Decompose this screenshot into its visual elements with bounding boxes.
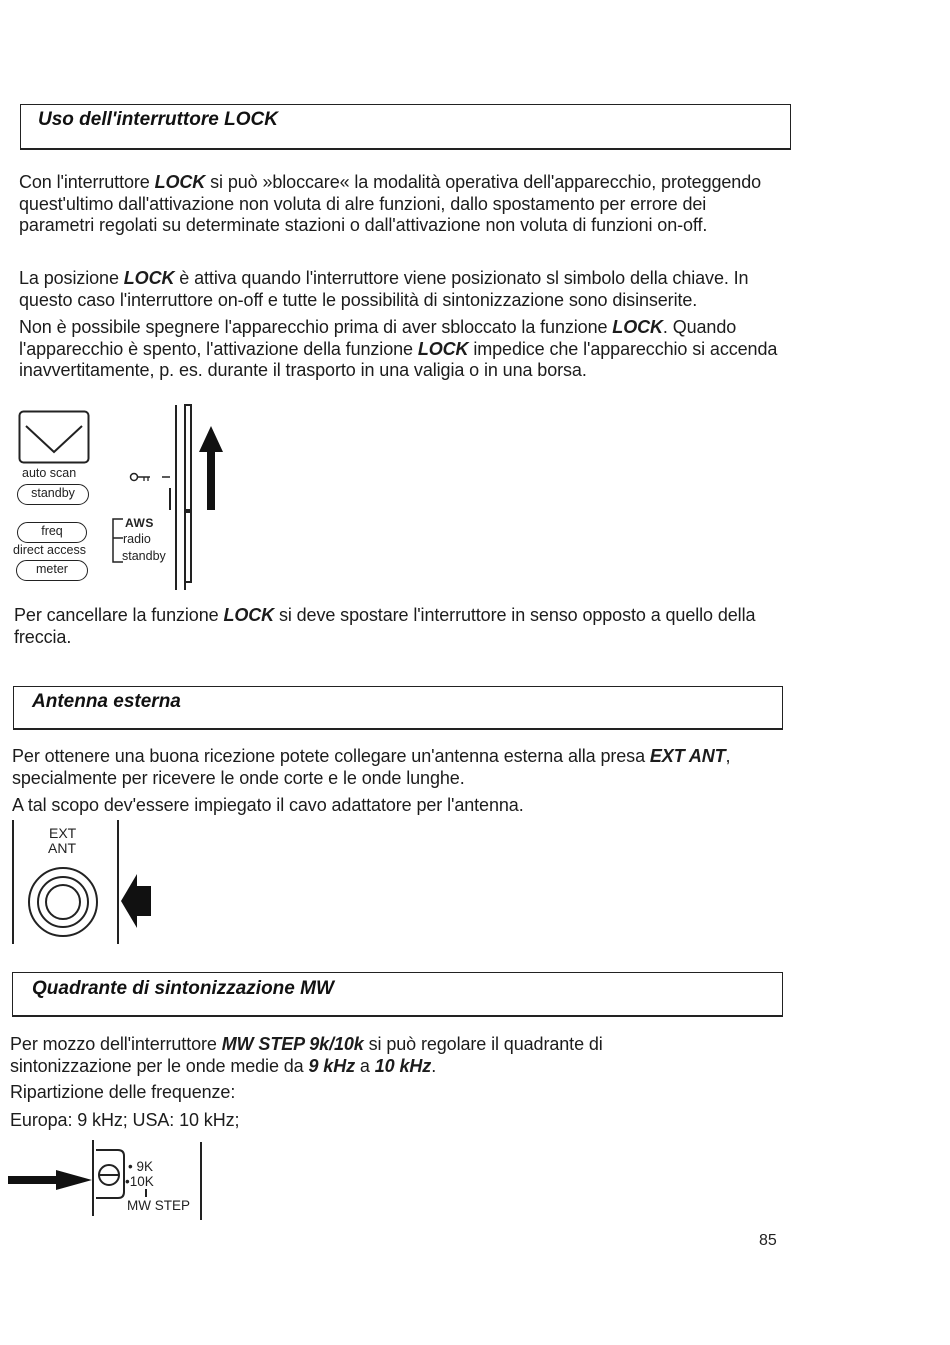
freq-button: freq — [17, 522, 87, 543]
antenna-right-rule — [117, 820, 119, 944]
right-arrow-icon — [8, 1168, 92, 1192]
antenna-socket-icon — [27, 866, 99, 938]
paragraph-antenna-1: Per ottenere una buona ricezione potete collegare un'antenna esterna alla presa EXT ANT, specialmente per ricevere le onde corte e le onde lunghe. — [12, 746, 731, 788]
standby-label: standby — [122, 549, 166, 563]
mw-step-switch-icon — [94, 1146, 128, 1202]
scan-button-icon — [18, 410, 90, 464]
9k-label: • 9K — [128, 1159, 154, 1174]
paragraph-lock-3: Non è possibile spegnere l'apparecchio prima di aver sbloccato la funzione LOCK. Quando l'apparecchio è spento, l'attivazione della funzione LOCK impedice che l'apparecchio si accenda inavvertitamente, p. es. durante il trasporto in una valigia o in una borsa. — [19, 317, 778, 380]
ext-label: EXT — [49, 825, 77, 841]
switch-bracket — [110, 516, 124, 566]
section-title-mw: Quadrante di sintonizzazione MW — [32, 978, 334, 999]
left-arrow-icon — [121, 874, 155, 928]
ant-label: ANT — [48, 840, 76, 856]
paragraph-antenna-2: A tal scopo dev'essere impiegato il cavo adattatore per l'antenna. — [12, 795, 524, 815]
paragraph-mw-3: Europa: 9 kHz; USA: 10 kHz; — [10, 1110, 240, 1130]
paragraph-mw-1: Per mozzo dell'interruttore MW STEP 9k/10k si può regolare il quadrante di sintonizzazione per le onde medie da 9 kHz a 10 kHz. — [10, 1034, 603, 1076]
mw-right-rule — [200, 1142, 202, 1220]
mw-step-label: MW STEP — [127, 1198, 190, 1213]
mw-tick — [145, 1189, 147, 1197]
10k-label: •10K — [125, 1174, 154, 1189]
bullet-10k-icon: • — [125, 1174, 130, 1189]
paragraph-lock-1: Con l'interruttore LOCK si può »bloccare« la modalità operativa dell'apparecchio, proteggendo quest'ultimo dall'attivazione non voluta di alre funzioni, dallo spostamento per errore dei parametri regolati su determinate stazioni o dall'attivazione non voluta di funzioni on-off. — [19, 172, 762, 235]
section-title-antenna: Antenna esterna — [32, 691, 181, 712]
auto-scan-label: auto scan — [22, 466, 77, 480]
direct-access-label: direct access — [13, 543, 86, 557]
bullet-9k-icon: • — [128, 1159, 133, 1174]
paragraph-lock-2: La posizione LOCK è attiva quando l'interruttore viene posizionato sl simbolo della chiave. In questo caso l'interruttore on-off e tutte le possibilità di sintonizzazione sono disinserite. — [19, 268, 749, 310]
page-number: 85 — [759, 1232, 777, 1249]
paragraph-mw-2: Ripartizione delle frequenze: — [10, 1082, 236, 1102]
meter-button: meter — [16, 560, 88, 581]
standby-button: standby — [17, 484, 89, 505]
radio-label: radio — [123, 532, 151, 546]
paragraph-lock-cancel: Per cancellare la funzione LOCK si deve spostare l'interruttore in senso opposto a quello della freccia. — [14, 605, 756, 647]
section-title-lock: Uso dell'interruttore LOCK — [38, 109, 278, 130]
up-arrow-icon — [198, 426, 224, 512]
antenna-left-rule — [12, 820, 14, 944]
aws-label: AWS — [125, 516, 154, 530]
